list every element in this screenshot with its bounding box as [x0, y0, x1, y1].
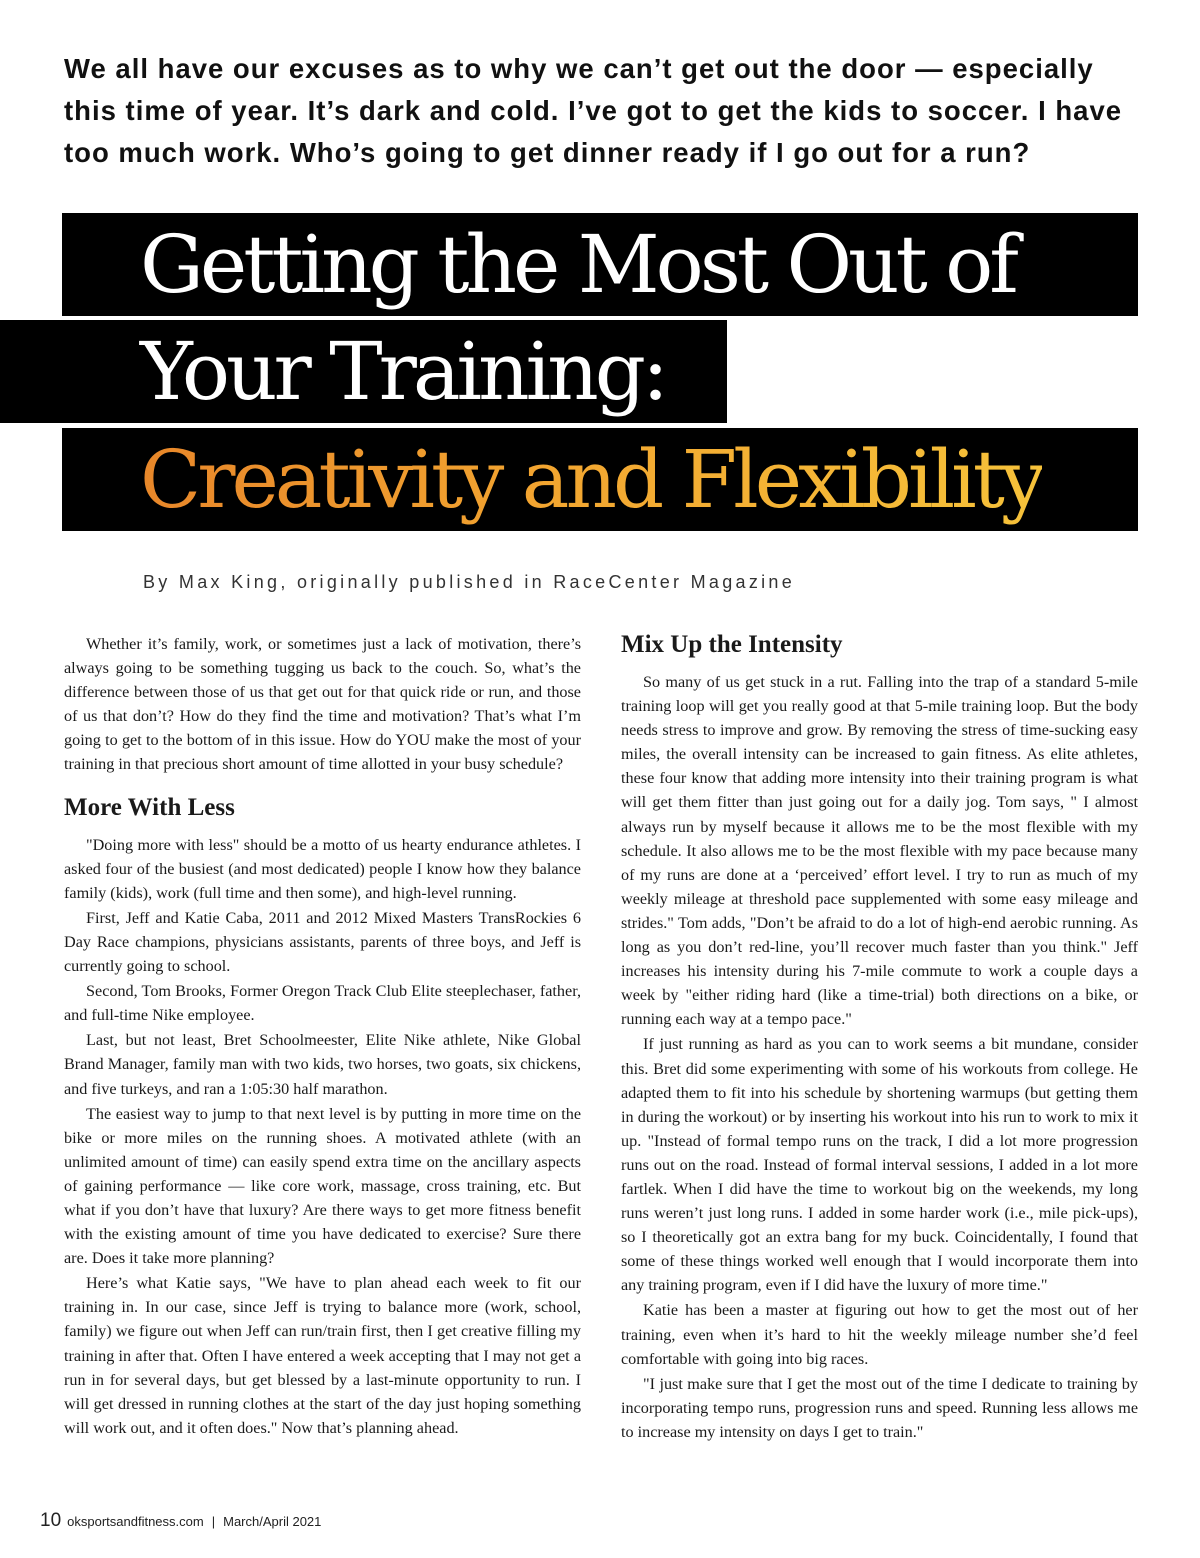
- paragraph: First, Jeff and Katie Caba, 2011 and 2012 Mixed Masters TransRockies 6 Day Race champions, physicians assistants, parents of three boys, and Jeff is currently going to school.: [64, 908, 581, 976]
- paragraph: Second, Tom Brooks, Former Oregon Track Club Elite steeplechaser, father, and full-time Nike employee.: [64, 982, 581, 1025]
- paragraph: Here’s what Katie says, "We have to plan ahead each week to fit our training in. In our case, since Jeff is trying to balance more (work, school, family) we figure out when Jeff can run/train first, then I get creative filling my training in after that. Often I have entered a week accepting that I may not get a run in for several days, but get blessed by a last-minute opportunity to run. I will get dressed in running clothes at the start of the day just hoping something will work out, and it often does." Now that’s planning ahead.: [64, 1274, 581, 1437]
- intro-text: We all have our excuses as to why we can’t get out the door — especially this time of year. It’s dark and cold. I’ve got to get the kids to soccer. I have too much work. Who’s going to get dinner ready if I go out for a run?: [64, 53, 1123, 168]
- section-heading-more-with-less: More With Less: [64, 793, 235, 821]
- paragraph: If just running as hard as you can to work seems a bit mundane, consider this. Bret did some experimenting with some of his workouts from college. He adapted them to fit into his schedule by shortening warmups (but getting them in during the workout) or by inserting his workout into his run to work to mix it up. "Instead of formal tempo runs on the track, I did a lot more progression runs out on the road. Instead of formal interval sessions, I added in a lot more fartlek. When I did have the time to workout big on the weekends, my long runs weren’t just long runs. I added in some harder work (i.e., mile pick-ups), so I theoretically got an extra bang for my buck. Coincidentally, I found that some of these things worked well enough that I would incorporate them into any training program, even if I did have the luxury of more time.": [621, 1035, 1138, 1295]
- left-column: [64, 632, 581, 1441]
- title-line-2: Your Training:: [140, 325, 665, 418]
- paragraph: Last, but not least, Bret Schoolmeester, Elite Nike athlete, Nike Global Brand Manager, family man with two kids, two horses, two goats, six chickens, and five turkeys, and ran a 1:05:30 half marathon.: [64, 1031, 581, 1098]
- page-number: 10: [40, 1510, 62, 1531]
- page-footer: [40, 1510, 321, 1532]
- section-heading-mix-up-intensity: Mix Up the Intensity: [621, 631, 843, 658]
- byline: By Max King, originally published in RaceCenter Magazine: [143, 572, 796, 592]
- paragraph: Katie has been a master at figuring out how to get the most out of her training, even when it’s hard to hit the weekly mileage number she’d feel comfortable with going into big races.: [621, 1301, 1138, 1368]
- footer-separator: |: [211, 1514, 216, 1529]
- title-line-3: Creativity and Flexibility: [140, 428, 1042, 531]
- right-column: [621, 628, 1138, 1445]
- paragraph: The easiest way to jump to that next level is by putting in more time on the bike or more miles on the running shoes. A motivated athlete (with an unlimited amount of time) can easily spend extra time on the ancillary aspects of gaining performance — like core work, massage, cross training, etc. But what if you don’t have that luxury? Are there ways to get more fitness benefit with the existing amount of time you have dedicated to exercise? Sure there are. Does it take more planning?: [64, 1104, 581, 1268]
- paragraph: "Doing more with less" should be a motto of us hearty endurance athletes. I asked four of the busiest (and most dedicated) people I know how they balance family (kids), work (full time and then some), and high-level running.: [64, 835, 581, 902]
- intro-paragraph: Whether it’s family, work, or sometimes just a lack of motivation, there’s always going to be something tugging us back to the couch. So, what’s the difference between those of us that get out for that quick ride or run, and those of us that don’t? How do they find the time and motivation? That’s what I’m going to get to the bottom of in this issue. How do YOU make the most of your training in that precious short amount of time allotted in your busy schedule?: [64, 635, 581, 774]
- paragraph: "I just make sure that I get the most out of the time I dedicate to training by incorporating tempo runs, progression runs and speed. Running less allows me to increase my intensity on days I get to train.": [621, 1374, 1138, 1441]
- footer-site: oksportsandfitness.com: [67, 1514, 204, 1529]
- footer-issue: March/April 2021: [223, 1514, 322, 1529]
- paragraph: So many of us get stuck in a rut. Falling into the trap of a standard 5-mile training loop will get you really good at that 5-mile training loop. But the body needs stress to improve and grow. By removing the stress of time-sucking easy miles, the overall intensity can be increased to gain fitness. As elite athletes, these four know that adding more intensity into their training program is what will get them fitter than just going out for a daily jog. Tom says, " I almost always run by myself because it allows me to be the most flexible with my schedule. It also allows me to be the most flexible with my pace because many of my runs are done at a ‘perceived’ effort level. I try to run as much of my weekly mileage at threshold pace supplemented with some easy mileage and strides." Tom adds, "Don’t be afraid to do a lot of high-end aerobic running. As long as you don’t red-line, you’ll recover much faster than you think." Jeff increases his intensity during his 7-mile commute to work a couple days a week by "either riding hard (like a time-trial) both directions on a bike, or running each way at a tempo pace.": [621, 673, 1138, 1029]
- title-line-1: Getting the Most Out of: [140, 218, 1015, 311]
